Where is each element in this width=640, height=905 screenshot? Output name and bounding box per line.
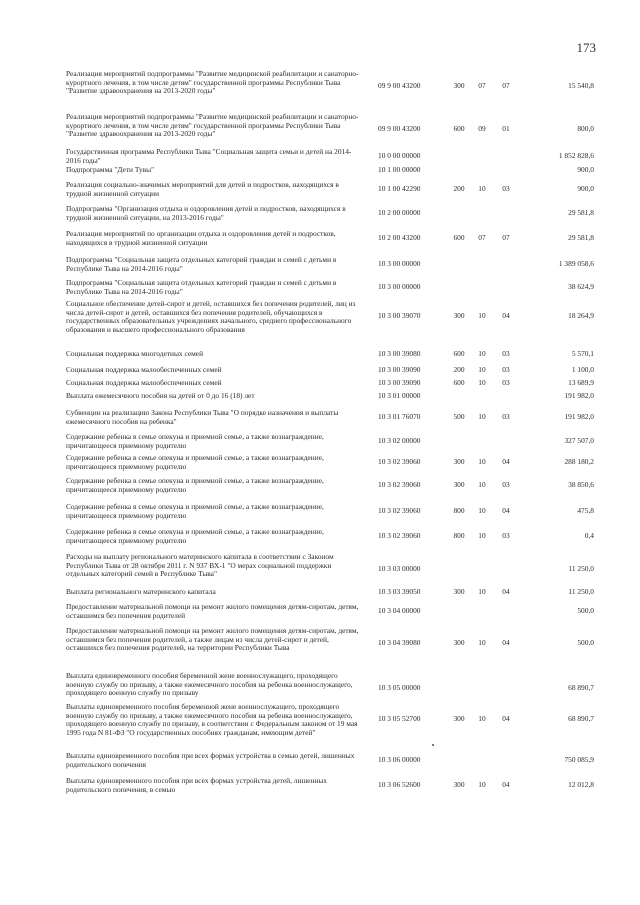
row-sum: 1 852 828,6 (558, 151, 594, 160)
row-vr: 800 (453, 531, 465, 540)
row-sum: 1 100,0 (571, 365, 594, 374)
row-vr: 600 (453, 124, 465, 133)
row-name: Выплаты единовременного пособия при всех формах устройства детей, лишенных родительского попечения, в семью (66, 776, 327, 794)
row-rz: 09 (478, 124, 486, 133)
row-sum: 11 250,0 (568, 564, 594, 573)
row-sum: 800,0 (577, 124, 594, 133)
row-code: 09 9 00 43200 (378, 124, 421, 133)
row-rz: 10 (478, 378, 486, 387)
row-code: 10 3 00 39090 (378, 365, 421, 374)
row-vr: 300 (453, 714, 465, 723)
row-name: Подпрограмма "Дети Тувы" (66, 165, 155, 174)
row-code: 09 9 00 43200 (378, 81, 421, 90)
row-vr: 200 (453, 184, 465, 193)
row-sum: 475,8 (577, 506, 594, 515)
row-sum: 750 085,9 (564, 755, 594, 764)
row-pr: 07 (502, 81, 510, 90)
row-name: Предоставление материальной помощи на ремонт жилого помещения детям-сиротам, детям, оставшимся без попечения родителей (66, 602, 359, 620)
row-code: 10 3 04 00000 (378, 606, 421, 615)
row-code: 10 1 00 00000 (378, 165, 421, 174)
row-sum: 68 890,7 (568, 714, 594, 723)
row-rz: 10 (478, 587, 486, 596)
row-pr: 01 (502, 124, 510, 133)
row-code: 10 3 00 00000 (378, 282, 421, 291)
row-pr: 04 (502, 587, 510, 596)
row-rz: 10 (478, 311, 486, 320)
row-sum: 288 180,2 (564, 457, 594, 466)
row-vr: 600 (453, 233, 465, 242)
row-pr: 03 (502, 480, 510, 489)
row-name: Расходы на выплату регионального материнского капитала в соответствии с Законом Республики Тыва от 28 октября 2011 г. N 937 ВХ-1 "О мерах социальной поддержки отдельных категорий семей в Республике Тыва" (66, 552, 334, 579)
row-rz: 10 (478, 780, 486, 789)
row-name: Реализация мероприятий по организации отдыха и оздоровления детей и подростков, находящихся в трудной жизненной ситуации (66, 229, 336, 247)
row-vr: 600 (453, 349, 465, 358)
row-rz: 07 (478, 81, 486, 90)
row-code: 10 1 00 42290 (378, 184, 421, 193)
row-name: Подпрограмма "Организация отдыха и оздоровления детей и подростков, находящихся в трудной жизненной ситуации, на 2013-2016 годы" (66, 204, 346, 222)
stray-mark (432, 744, 434, 746)
row-vr: 300 (453, 638, 465, 647)
row-rz: 10 (478, 457, 486, 466)
row-name: Социальная поддержка малообеспеченных семей (66, 365, 222, 374)
row-rz: 07 (478, 233, 486, 242)
row-sum: 68 890,7 (568, 683, 594, 692)
row-pr: 04 (502, 457, 510, 466)
row-pr: 04 (502, 714, 510, 723)
row-pr: 07 (502, 233, 510, 242)
row-code: 10 3 02 00000 (378, 436, 421, 445)
row-code: 10 2 00 43200 (378, 233, 421, 242)
row-vr: 300 (453, 587, 465, 596)
row-name: Содержание ребенка в семье опекуна и приемной семье, а также вознаграждение, причитающееся приемному родителю (66, 476, 324, 494)
row-code: 10 3 06 52600 (378, 780, 421, 789)
row-name: Подпрограмма "Социальная защита отдельных категорий граждан и семей с детьми в Республике Тыва на 2014-2016 годы" (66, 255, 337, 273)
row-pr: 03 (502, 349, 510, 358)
row-vr: 300 (453, 457, 465, 466)
row-pr: 03 (502, 378, 510, 387)
row-name: Государственная программа Республики Тыва "Социальная защита семьи и детей на 2014-2016 годы" (66, 147, 352, 165)
row-vr: 300 (453, 311, 465, 320)
row-name: Выплаты единовременного пособия беременной жене военнослужащего, проходящего военную службу по призыву, а также ежемесячного пособия на ребенка военнослужащего, проходящего военную службу по призыву, в соответствии с Федеральным законом от 19 мая 1995 года N 81-ФЗ "О государственных пособиях гражданам, имеющим детей" (66, 702, 358, 737)
row-sum: 18 264,9 (568, 311, 594, 320)
row-vr: 500 (453, 412, 465, 421)
row-name: Социальная поддержка многодетных семей (66, 349, 204, 358)
row-pr: 04 (502, 506, 510, 515)
row-sum: 900,0 (577, 165, 594, 174)
row-pr: 03 (502, 365, 510, 374)
row-code: 10 2 00 00000 (378, 208, 421, 217)
row-sum: 327 507,0 (564, 436, 594, 445)
row-rz: 10 (478, 714, 486, 723)
row-name: Социальная поддержка малообеспеченных семей (66, 378, 222, 387)
row-code: 10 0 00 00000 (378, 151, 421, 160)
row-code: 10 3 02 39060 (378, 506, 421, 515)
row-pr: 03 (502, 184, 510, 193)
row-code: 10 3 00 00000 (378, 259, 421, 268)
row-sum: 900,0 (577, 184, 594, 193)
row-name: Реализация мероприятий подпрограммы "Развитие медицинской реабилитации и санаторно-курортного лечения, в том числе детям" государственной программы Республики Тыва "Развитие здравоохранения на 2013-2020 годы" (66, 112, 359, 139)
row-vr: 800 (453, 506, 465, 515)
row-sum: 38 624,9 (568, 282, 594, 291)
row-code: 10 3 01 76070 (378, 412, 421, 421)
row-rz: 10 (478, 349, 486, 358)
row-code: 10 3 06 00000 (378, 755, 421, 764)
row-pr: 04 (502, 638, 510, 647)
row-vr: 300 (453, 780, 465, 789)
row-sum: 11 250,0 (568, 587, 594, 596)
row-name: Социальное обеспечение детей-сирот и детей, оставшихся без попечения родителей, лиц из числа детей-сирот и детей, оставшихся без попечения родителей, обучающихся в государственных образовательных учреждениях начального, среднего профессионального образования и высшего профессионального образования (66, 299, 356, 334)
row-name: Выплата ежемесячного пособия на детей от 0 до 16 (18) лет (66, 391, 255, 400)
row-code: 10 3 02 39060 (378, 531, 421, 540)
row-name: Содержание ребенка в семье опекуна и приемной семье, а также вознаграждение, причитающееся приемному родителю (66, 502, 324, 520)
row-vr: 300 (453, 81, 465, 90)
row-sum: 13 689,9 (568, 378, 594, 387)
row-pr: 04 (502, 311, 510, 320)
row-pr: 03 (502, 412, 510, 421)
row-sum: 0,4 (584, 531, 594, 540)
row-sum: 29 581,8 (568, 233, 594, 242)
row-sum: 15 540,8 (568, 81, 594, 90)
row-rz: 10 (478, 506, 486, 515)
row-code: 10 3 01 00000 (378, 391, 421, 400)
row-rz: 10 (478, 480, 486, 489)
row-sum: 1 389 058,6 (558, 259, 594, 268)
row-name: Выплаты единовременного пособия при всех формах устройства в семью детей, лишенных родительского попечения (66, 751, 355, 769)
row-sum: 29 581,8 (568, 208, 594, 217)
row-name: Выплата регионального материнского капитала (66, 587, 216, 596)
row-code: 10 3 02 39060 (378, 480, 421, 489)
row-vr: 600 (453, 378, 465, 387)
row-rz: 10 (478, 412, 486, 421)
row-code: 10 3 05 00000 (378, 683, 421, 692)
row-sum: 38 850,6 (568, 480, 594, 489)
row-name: Реализация социально-значимых мероприятий для детей и подростков, находящихся в трудной жизненной ситуации (66, 180, 339, 198)
row-name: Содержание ребенка в семье опекуна и приемной семье, а также вознаграждение, причитающееся приемному родителю (66, 527, 324, 545)
row-sum: 500,0 (577, 606, 594, 615)
row-code: 10 3 03 00000 (378, 564, 421, 573)
row-code: 10 3 02 39060 (378, 457, 421, 466)
row-code: 10 3 03 39050 (378, 587, 421, 596)
row-rz: 10 (478, 638, 486, 647)
row-name: Выплата единовременного пособия беременной жене военнослужащего, проходящего военную службу по призыву, а также ежемесячного пособия на ребенка военнослужащего, проходящего военную службу по призыву (66, 671, 353, 698)
row-sum: 191 982,0 (564, 412, 594, 421)
row-name: Субвенции на реализацию Закона Республики Тыва "О порядке назначения и выплаты ежемесячного пособия на ребенка" (66, 408, 339, 426)
row-pr: 04 (502, 780, 510, 789)
row-sum: 5 570,1 (571, 349, 594, 358)
row-code: 10 3 00 39070 (378, 311, 421, 320)
row-name: Предоставление материальной помощи на ремонт жилого помещения детям-сиротам, детям, оставшимся без попечения родителей, а также лицам из числа детей-сирот и детей, оставшихся без попечения родителей, на территории Республики Тыва (66, 626, 359, 653)
row-vr: 300 (453, 480, 465, 489)
row-name: Подпрограмма "Социальная защита отдельных категорий граждан и семей с детьми в Республике Тыва на 2014-2016 годы" (66, 278, 337, 296)
row-rz: 10 (478, 531, 486, 540)
row-name: Содержание ребенка в семье опекуна и приемной семье, а также вознаграждение, причитающееся приемному родителю (66, 432, 324, 450)
row-sum: 191 982,0 (564, 391, 594, 400)
row-code: 10 3 00 39090 (378, 378, 421, 387)
row-sum: 12 012,8 (568, 780, 594, 789)
row-rz: 10 (478, 365, 486, 374)
row-rz: 10 (478, 184, 486, 193)
page-number: 173 (576, 40, 596, 55)
row-code: 10 3 00 39080 (378, 349, 421, 358)
row-code: 10 3 05 52700 (378, 714, 421, 723)
row-name: Содержание ребенка в семье опекуна и приемной семье, а также вознаграждение, причитающееся приемному родителю (66, 453, 324, 471)
row-code: 10 3 04 39080 (378, 638, 421, 647)
row-sum: 500,0 (577, 638, 594, 647)
row-name: Реализация мероприятий подпрограммы "Развитие медицинской реабилитации и санаторно-курортного лечения, в том числе детям" государственной программы Республики Тыва "Развитие здравоохранения на 2013-2020 годы" (66, 69, 359, 96)
row-vr: 200 (453, 365, 465, 374)
row-pr: 03 (502, 531, 510, 540)
